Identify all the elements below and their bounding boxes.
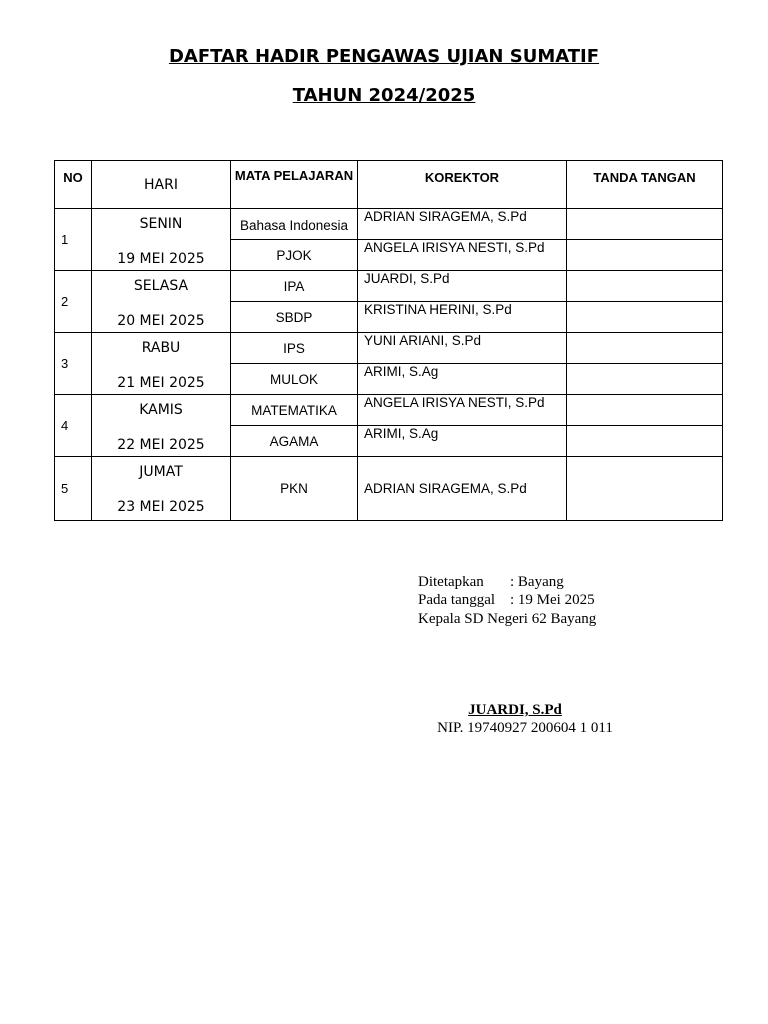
subject-cell: PKN <box>231 457 358 521</box>
subject-cell: SBDP <box>231 302 358 333</box>
subject-cell: PJOK <box>231 240 358 271</box>
korektor-cell: JUARDI, S.Pd <box>358 271 567 302</box>
header-no: NO <box>55 161 92 209</box>
korektor-cell: YUNI ARIANI, S.Pd <box>358 333 567 364</box>
korektor-cell: ADRIAN SIRAGEMA, S.Pd <box>358 209 567 240</box>
header-mata-pelajaran: MATA PELAJARAN <box>231 161 358 209</box>
korektor-cell: ADRIAN SIRAGEMA, S.Pd <box>358 457 567 521</box>
korektor-cell: ARIMI, S.Ag <box>358 426 567 457</box>
tanggal-label: Pada tanggal <box>418 592 496 608</box>
signer-position: Kepala SD Negeri 62 Bayang <box>418 611 597 627</box>
document-subtitle: TAHUN 2024/2025 <box>292 85 476 106</box>
document-title: DAFTAR HADIR PENGAWAS UJIAN SUMATIF <box>168 46 600 67</box>
subject-cell: AGAMA <box>231 426 358 457</box>
row-number: 4 <box>55 395 92 457</box>
day-date: 21 MEI 2025 <box>117 375 205 391</box>
korektor-cell: ANGELA IRISYA NESTI, S.Pd <box>358 240 567 271</box>
day-name: JUMAT <box>139 464 183 480</box>
day-date: 23 MEI 2025 <box>117 499 205 515</box>
korektor-cell: KRISTINA HERINI, S.Pd <box>358 302 567 333</box>
row-number: 2 <box>55 271 92 333</box>
tanggal-value: : 19 Mei 2025 <box>510 592 595 608</box>
day-date: 22 MEI 2025 <box>117 437 205 453</box>
day-name: KAMIS <box>139 402 183 418</box>
header-tanda-tangan: TANDA TANGAN <box>567 161 723 209</box>
day-name: SELASA <box>133 278 189 294</box>
subject-cell: MULOK <box>231 364 358 395</box>
korektor-cell: ARIMI, S.Ag <box>358 364 567 395</box>
subject-cell: IPA <box>231 271 358 302</box>
subject-cell: Bahasa Indonesia <box>231 209 358 240</box>
row-number: 5 <box>55 457 92 521</box>
header-korektor: KOREKTOR <box>358 161 567 209</box>
header-hari: HARI <box>92 161 231 209</box>
day-name: RABU <box>141 340 181 356</box>
signer-nip: NIP. 19740927 200604 1 011 <box>437 720 613 736</box>
day-date: 19 MEI 2025 <box>117 251 205 267</box>
ditetapkan-label: Ditetapkan <box>418 574 484 590</box>
row-number: 1 <box>55 209 92 271</box>
row-number: 3 <box>55 333 92 395</box>
subject-cell: MATEMATIKA <box>231 395 358 426</box>
day-name: SENIN <box>139 216 183 232</box>
day-date: 20 MEI 2025 <box>117 313 205 329</box>
signer-name: JUARDI, S.Pd <box>468 702 562 718</box>
subject-cell: IPS <box>231 333 358 364</box>
korektor-cell: ANGELA IRISYA NESTI, S.Pd <box>358 395 567 426</box>
ditetapkan-value: : Bayang <box>510 574 564 590</box>
